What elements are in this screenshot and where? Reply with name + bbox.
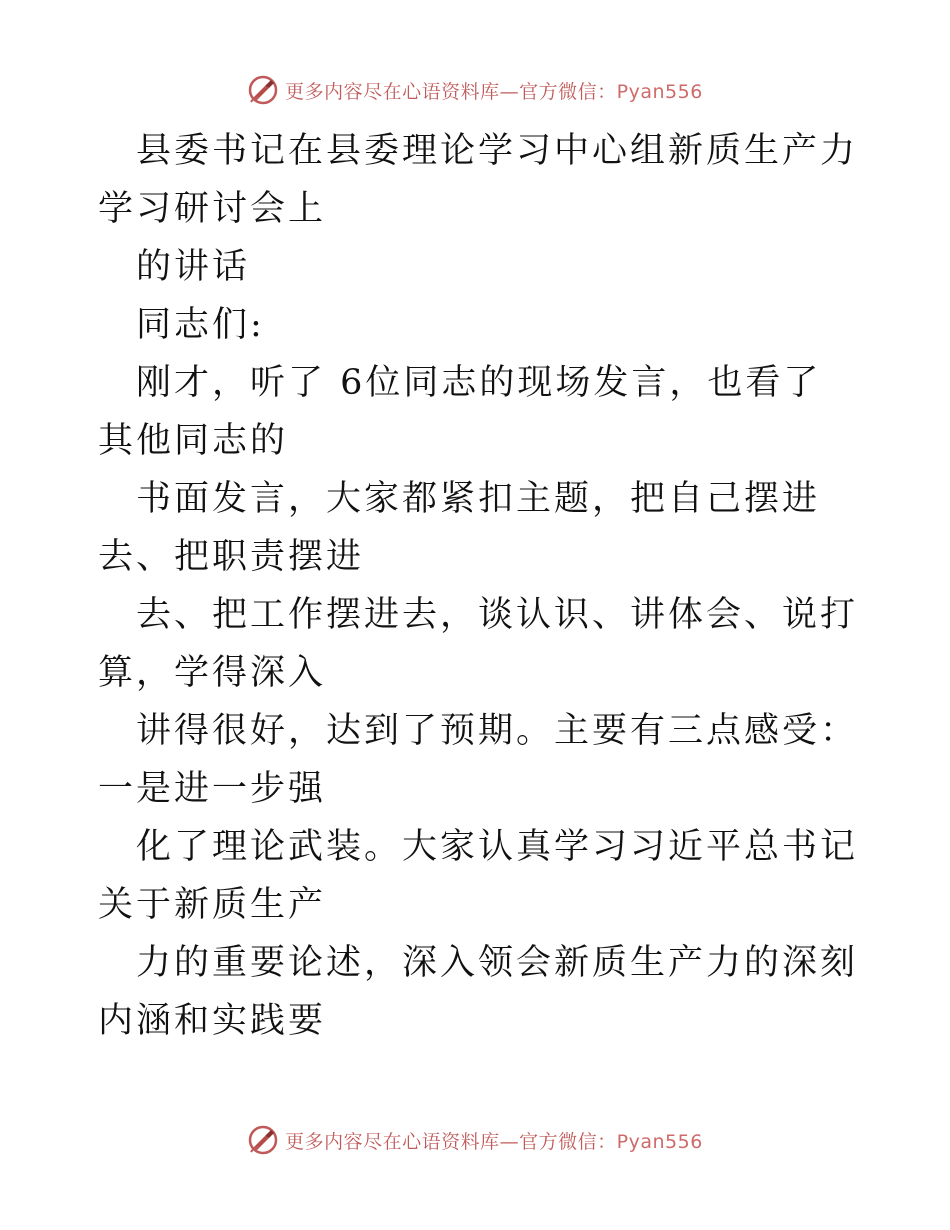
- header-watermark: [0, 70, 950, 110]
- footer-wechat-id: Pyan556: [616, 1130, 703, 1153]
- body-paragraph-line: 讲得很好，达到了预期。主要有三点感受：一是进一步强: [98, 711, 859, 809]
- salutation: 同志们:: [136, 305, 265, 345]
- document-title: 县委书记在县委理论学习中心组新质生产力学习研讨会上: [98, 131, 859, 229]
- header-watermark-inner: [247, 74, 703, 106]
- pen-logo-icon: [247, 1124, 279, 1156]
- body-paragraph-line: 刚才，听了 6位同志的现场发言，也看了其他同志的: [98, 363, 822, 461]
- footer-watermark: [0, 1120, 950, 1160]
- header-wechat-id: Pyan556: [616, 80, 703, 103]
- footer-watermark-inner: [247, 1124, 703, 1156]
- body-paragraph-line: 化了理论武装。大家认真学习习近平总书记关于新质生产: [98, 827, 859, 925]
- header-watermark-text: [285, 77, 703, 104]
- footer-watermark-text: [285, 1127, 703, 1154]
- footer-watermark-label: 更多内容尽在心语资料库—官方微信：: [285, 1130, 617, 1153]
- document-title-continued: 的讲话: [136, 247, 251, 287]
- body-paragraph-line: 去、把工作摆进去，谈认识、讲体会、说打算，学得深入: [98, 595, 859, 693]
- pen-logo-icon: [247, 74, 279, 106]
- document-body: [98, 122, 858, 1050]
- body-paragraph-line: 力的重要论述，深入领会新质生产力的深刻内涵和实践要: [98, 943, 859, 1041]
- body-paragraph-line: 书面发言，大家都紧扣主题，把自己摆进去、把职责摆进: [98, 479, 821, 577]
- header-watermark-label: 更多内容尽在心语资料库—官方微信：: [285, 80, 617, 103]
